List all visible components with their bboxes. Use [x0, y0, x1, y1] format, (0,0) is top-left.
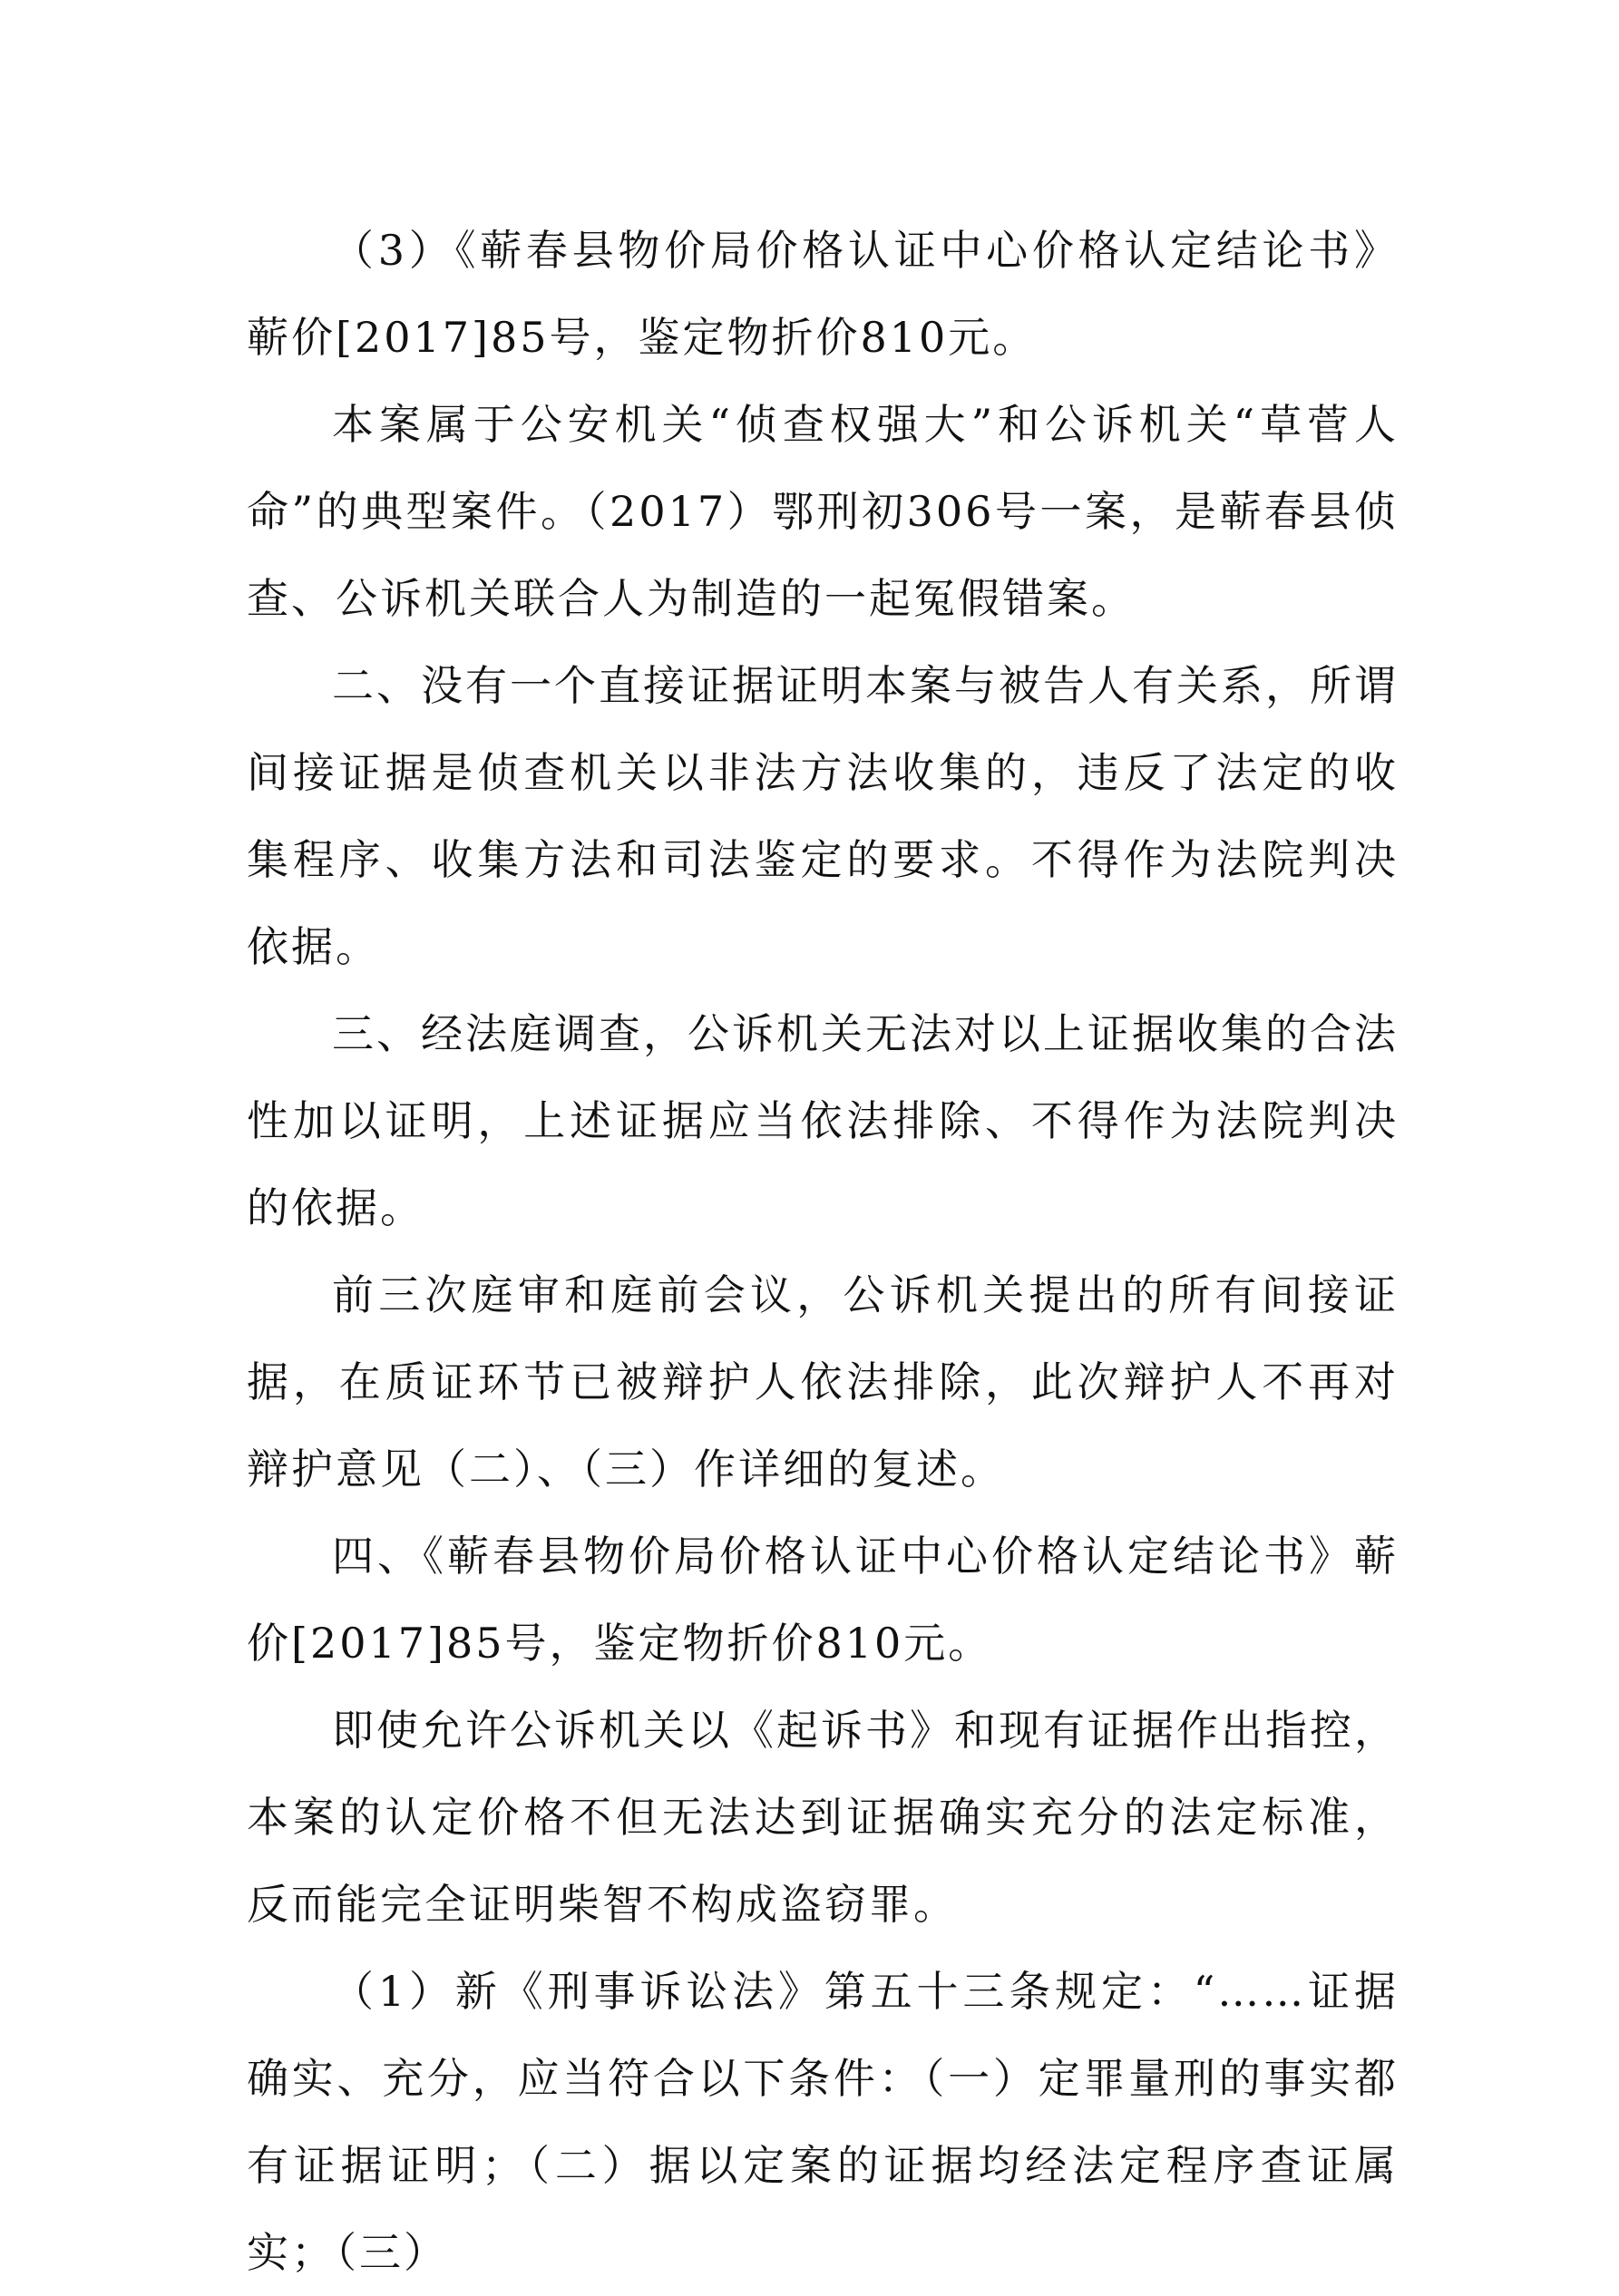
paragraph-price-certification: （3）《蕲春县物价局价格认证中心价格认定结论书》蕲价[2017]85号，鉴定物折价810元。	[247, 226, 1399, 362]
paragraph-point-two: 二、没有一个直接证据证明本案与被告人有关系，所谓间接证据是侦查机关以非法方法收集的，违反了法定的收集程序、收集方法和司法鉴定的要求。不得作为法院判决依据。	[247, 661, 1399, 971]
document-body	[247, 207, 1399, 2296]
paragraph-even-if: 即使允许公诉机关以《起诉书》和现有证据作出指控，本案的认定价格不但无法达到证据确实充分的法定标准，反而能完全证明柴智不构成盗窃罪。	[247, 1706, 1399, 1929]
paragraph-point-four: 四、《蕲春县物价局价格认证中心价格认定结论书》蕲价[2017]85号，鉴定物折价810元。	[247, 1532, 1399, 1668]
paragraph-previous-hearings: 前三次庭审和庭前会议，公诉机关提出的所有间接证据，在质证环节已被辩护人依法排除，此次辩护人不再对辩护意见（二）、（三）作详细的复述。	[247, 1270, 1399, 1493]
paragraph-case-nature: 本案属于公安机关“侦查权强大”和公诉机关“草菅人命”的典型案件。（2017）鄂刑初306号一案，是蕲春县侦查、公诉机关联合人为制造的一起冤假错案。	[247, 400, 1399, 623]
paragraph-point-three: 三、经法庭调查，公诉机关无法对以上证据收集的合法性加以证明，上述证据应当依法排除、不得作为法院判决的依据。	[247, 1009, 1399, 1232]
paragraph-criminal-procedure-law: （1）新《刑事诉讼法》第五十三条规定：“……证据确实、充分，应当符合以下条件：（一）定罪量刑的事实都有证据证明；（二）据以定案的证据均经法定程序查证属实；（三）	[247, 1967, 1399, 2277]
